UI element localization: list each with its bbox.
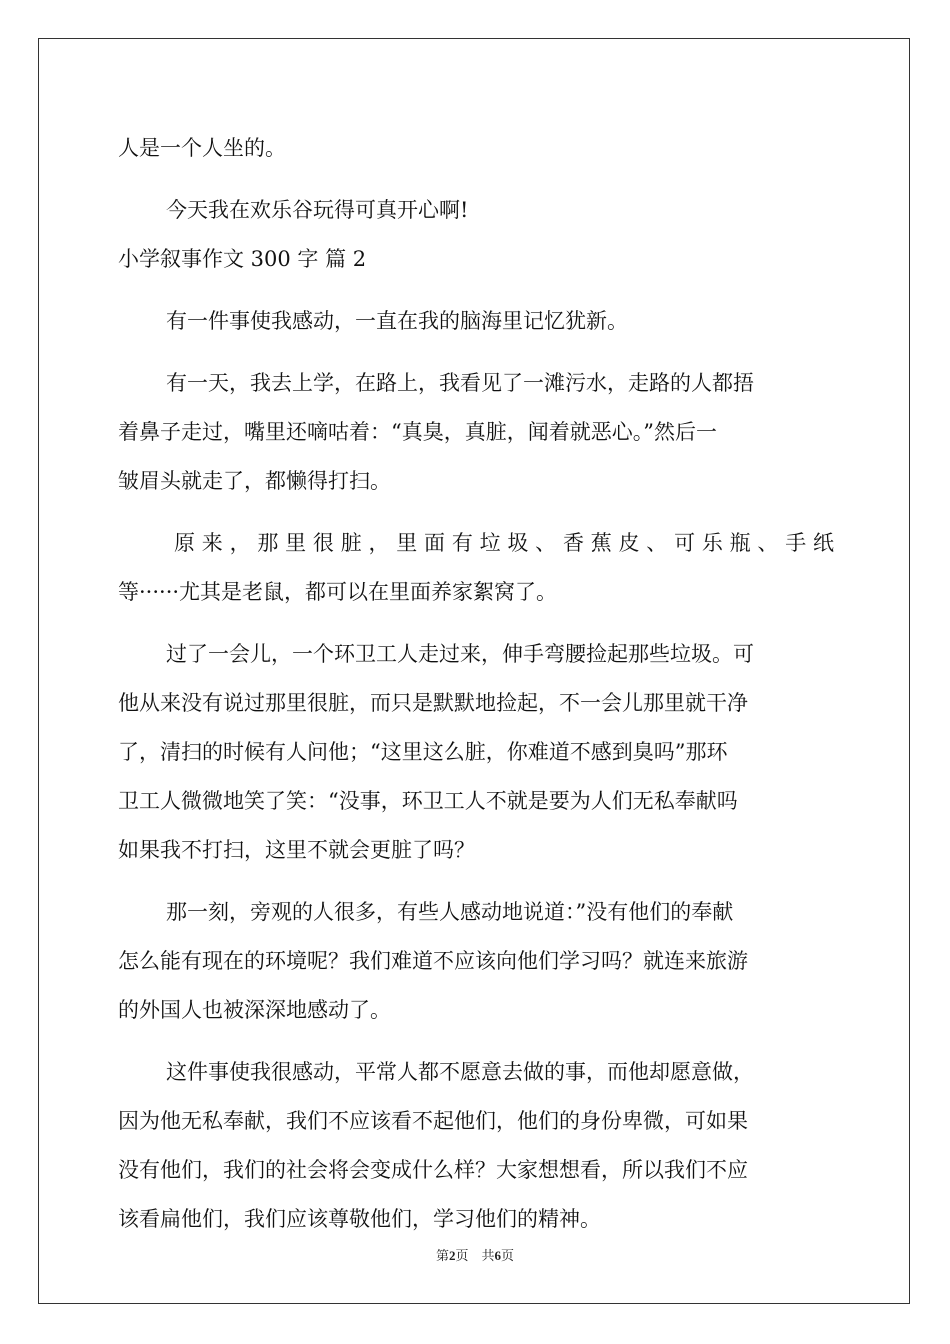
page-number: 2 bbox=[448, 1248, 456, 1263]
paragraph-line: 的外国人也被深深地感动了。 bbox=[118, 998, 391, 1022]
paragraph-line: 皱眉头就走了，都懒得打扫。 bbox=[118, 469, 391, 493]
total-number: 6 bbox=[494, 1248, 502, 1263]
paragraph-line: 这件事使我很感动，平常人都不愿意去做的事，而他却愿意做， bbox=[166, 1060, 754, 1084]
paragraph-line: 有一天，我去上学，在路上，我看见了一滩污水，走路的人都捂 bbox=[166, 371, 754, 395]
paragraph-line: 过了一会儿，一个环卫工人走过来，伸手弯腰捡起那些垃圾。可 bbox=[166, 642, 754, 666]
paragraph-line: 该看扁他们，我们应该尊敬他们，学习他们的精神。 bbox=[118, 1207, 601, 1231]
paragraph-line: 有一件事使我感动，一直在我的脑海里记忆犹新。 bbox=[166, 309, 628, 333]
paragraph-line: 没有他们，我们的社会将会变成什么样？大家想想看，所以我们不应 bbox=[118, 1158, 748, 1182]
paragraph-line: 人是一个人坐的。 bbox=[118, 136, 286, 160]
paragraph-line: 着鼻子走过，嘴里还嘀咕着：“真臭，真脏，闻着就恶心。”然后一 bbox=[118, 420, 717, 444]
paragraph-line: 今天我在欢乐谷玩得可真开心啊! bbox=[166, 198, 469, 222]
page-footer bbox=[0, 1245, 950, 1264]
paragraph-line: 卫工人微微地笑了笑：“没事，环卫工人不就是要为人们无私奉献吗 bbox=[118, 789, 738, 813]
paragraph-line: 怎么能有现在的环境呢？我们难道不应该向他们学习吗？就连来旅游 bbox=[118, 949, 748, 973]
page-prefix: 第 bbox=[435, 1248, 449, 1263]
section-heading: 小学叙事作文 300 字 篇 2 bbox=[118, 247, 367, 271]
page-suffix: 页 bbox=[455, 1248, 469, 1263]
paragraph-line: 因为他无私奉献，我们不应该看不起他们，他们的身份卑微，可如果 bbox=[118, 1109, 748, 1133]
document-body bbox=[118, 124, 834, 1244]
total-prefix: 共 bbox=[481, 1248, 495, 1263]
total-suffix: 页 bbox=[501, 1248, 515, 1263]
paragraph-line: 原来，那里很脏，里面有垃圾、香蕉皮、可乐瓶、手纸 bbox=[174, 531, 834, 555]
paragraph-line: 他从来没有说过那里很脏，而只是默默地捡起，不一会儿那里就干净 bbox=[118, 691, 748, 715]
paragraph-line: 等······尤其是老鼠，都可以在里面养家絮窝了。 bbox=[118, 580, 558, 604]
paragraph-line: 如果我不打扫，这里不就会更脏了吗？ bbox=[118, 838, 475, 862]
paragraph-line: 了，清扫的时候有人问他；“这里这么脏，你难道不感到臭吗”那环 bbox=[118, 740, 728, 764]
paragraph-line: 那一刻，旁观的人很多，有些人感动地说道：”没有他们的奉献 bbox=[166, 900, 734, 924]
